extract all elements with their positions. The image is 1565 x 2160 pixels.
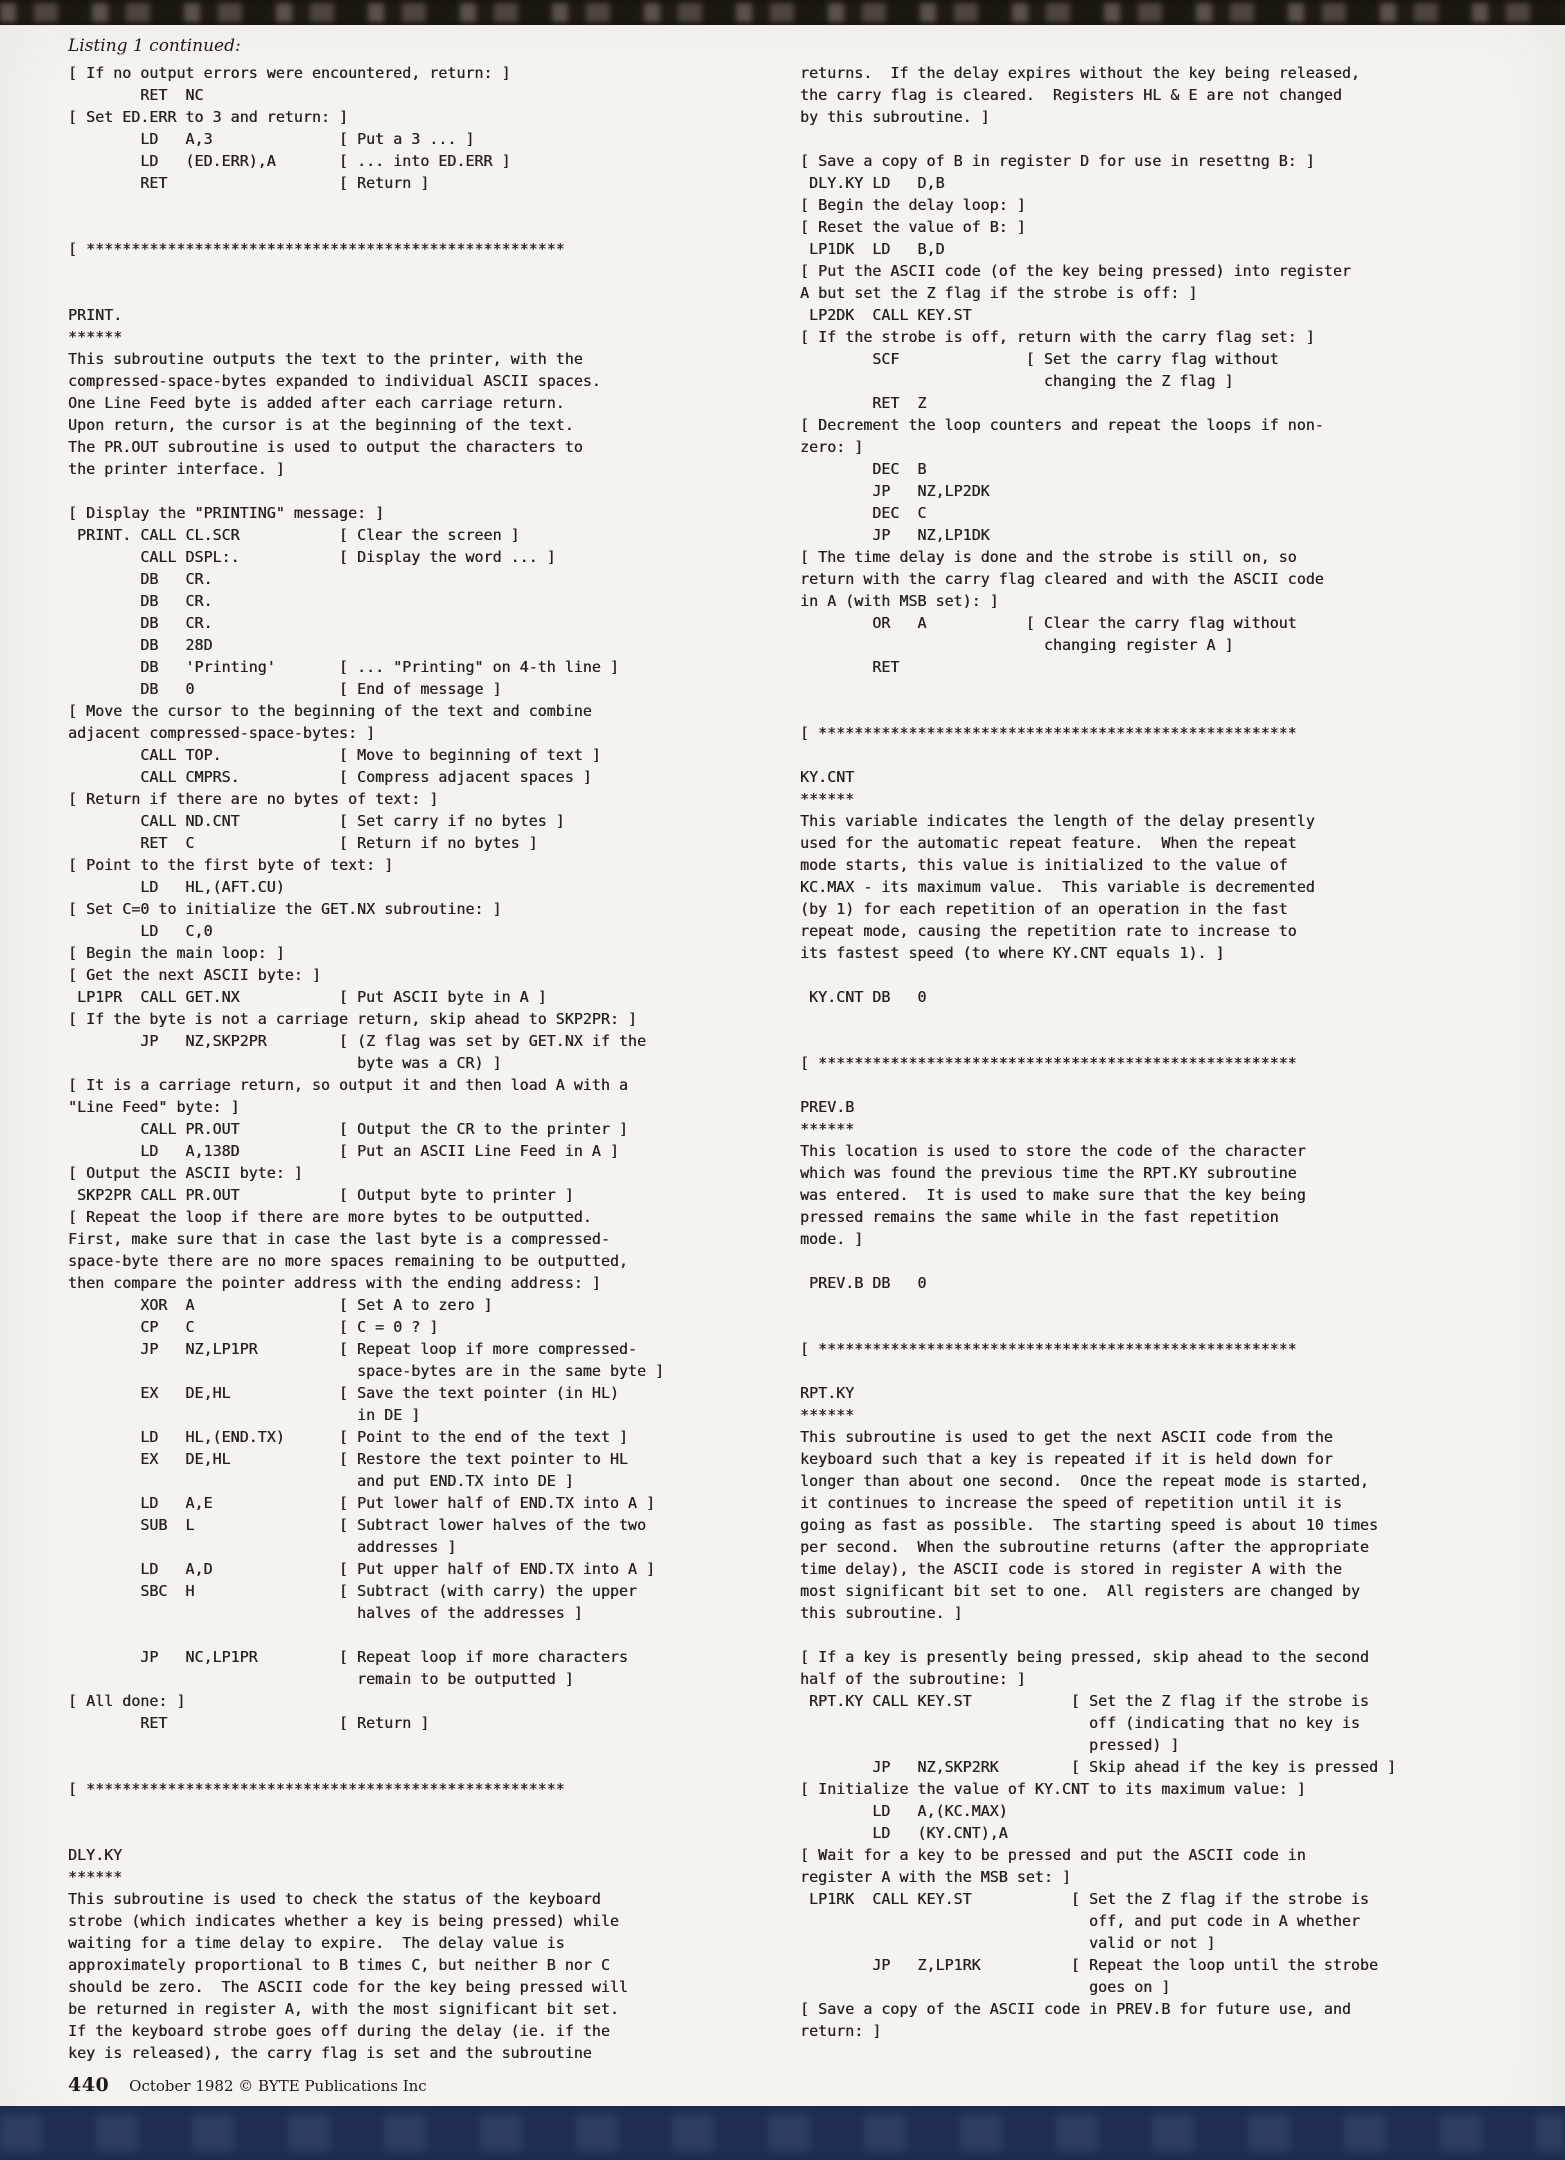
code-line: XOR A [ Set A to zero ]	[68, 1296, 493, 1314]
code-line: [ *****************************************************	[800, 724, 1297, 742]
code-line: CALL DSPL:. [ Display the word ... ]	[68, 548, 556, 566]
code-line: space-bytes are in the same byte ]	[68, 1362, 665, 1380]
code-line: repeat mode, causing the repetition rate to increase to	[800, 922, 1297, 940]
page-footer	[68, 2074, 427, 2096]
code-line: return: ]	[800, 2022, 882, 2040]
code-line: JP NZ,LP1DK	[800, 526, 990, 544]
code-line: [ Begin the delay loop: ]	[800, 196, 1026, 214]
code-line: JP NZ,LP2DK	[800, 482, 990, 500]
code-line: CALL TOP. [ Move to beginning of text ]	[68, 746, 601, 764]
code-line: [ Put the ASCII code (of the key being pressed) into register	[800, 262, 1351, 280]
code-line	[68, 1734, 780, 1756]
code-line: valid or not ]	[800, 1934, 1216, 1952]
code-line: "Line Feed" byte: ]	[68, 1098, 240, 1116]
code-line: addresses ]	[68, 1538, 457, 1556]
code-line: was entered. It is used to make sure that the key being	[800, 1186, 1306, 1204]
code-line: pressed) ]	[800, 1736, 1180, 1754]
code-line: LD A,138D [ Put an ASCII Line Feed in A ]	[68, 1142, 619, 1160]
code-line: SUB L [ Subtract lower halves of the two	[68, 1516, 646, 1534]
code-line: SBC H [ Subtract (with carry) the upper	[68, 1582, 637, 1600]
code-line: pressed remains the same while in the fast repetition	[800, 1208, 1279, 1226]
code-line: LD A,E [ Put lower half of END.TX into A ]	[68, 1494, 655, 1512]
code-line: [ Wait for a key to be pressed and put the ASCII code in	[800, 1846, 1306, 1864]
code-line: [ Set C=0 to initialize the GET.NX subroutine: ]	[68, 900, 502, 918]
code-line: used for the automatic repeat feature. When the repeat	[800, 834, 1297, 852]
code-line: JP Z,LP1RK [ Repeat the loop until the strobe	[800, 1956, 1378, 1974]
code-line: per second. When the subroutine returns (after the appropriate	[800, 1538, 1369, 1556]
code-line: First, make sure that in case the last byte is a compressed-	[68, 1230, 610, 1248]
code-line: LP1PR CALL GET.NX [ Put ASCII byte in A ]	[68, 988, 547, 1006]
code-line: the carry flag is cleared. Registers HL & E are not changed	[800, 86, 1342, 104]
code-line	[68, 1756, 780, 1778]
code-line	[800, 1030, 1530, 1052]
code-line: half of the subroutine: ]	[800, 1670, 1026, 1688]
code-line: and put END.TX into DE ]	[68, 1472, 574, 1490]
code-line	[68, 1624, 780, 1646]
code-line: CALL ND.CNT [ Set carry if no bytes ]	[68, 812, 565, 830]
code-line: EX DE,HL [ Save the text pointer (in HL)	[68, 1384, 619, 1402]
code-line: adjacent compressed-space-bytes: ]	[68, 724, 376, 742]
code-line: LD (ED.ERR),A [ ... into ED.ERR ]	[68, 152, 511, 170]
code-line: [ Get the next ASCII byte: ]	[68, 966, 321, 984]
code-line	[800, 744, 1530, 766]
code-line: ******	[800, 790, 855, 808]
code-line: [ *****************************************************	[68, 1780, 565, 1798]
code-line: mode. ]	[800, 1230, 864, 1248]
code-line: [ Save a copy of the ASCII code in PREV.B for future use, and	[800, 2000, 1351, 2018]
code-line: RET [ Return ]	[68, 1714, 430, 1732]
code-line: DEC B	[800, 460, 927, 478]
code-line: KY.CNT DB 0	[800, 988, 927, 1006]
code-line: [ Set ED.ERR to 3 and return: ]	[68, 108, 348, 126]
code-line: LP2DK CALL KEY.ST	[800, 306, 972, 324]
code-line	[68, 1800, 780, 1822]
code-line	[800, 128, 1530, 150]
code-line	[800, 1294, 1530, 1316]
code-line: [ If the strobe is off, return with the carry flag set: ]	[800, 328, 1315, 346]
code-line: keyboard such that a key is repeated if it is held down for	[800, 1450, 1333, 1468]
code-line: This subroutine is used to check the status of the keyboard	[68, 1890, 601, 1908]
code-line: off, and put code in A whether	[800, 1912, 1360, 1930]
code-line: [ *****************************************************	[800, 1054, 1297, 1072]
code-line: PRINT.	[68, 306, 123, 324]
code-line: its fastest speed (to where KY.CNT equals 1). ]	[800, 944, 1225, 962]
code-column-right	[800, 62, 1530, 2042]
code-line: PREV.B DB 0	[800, 1274, 927, 1292]
code-line: in DE ]	[68, 1406, 421, 1424]
code-line	[800, 1360, 1530, 1382]
code-line: [ Output the ASCII byte: ]	[68, 1164, 303, 1182]
code-line: LD HL,(END.TX) [ Point to the end of the text ]	[68, 1428, 628, 1446]
code-line: RET [ Return ]	[68, 174, 430, 192]
code-line: ******	[800, 1406, 855, 1424]
code-line: [ Begin the main loop: ]	[68, 944, 285, 962]
code-line: ******	[68, 328, 123, 346]
code-line: LD A,3 [ Put a 3 ... ]	[68, 130, 475, 148]
code-line: ******	[68, 1868, 123, 1886]
code-line: DLY.KY	[68, 1846, 123, 1864]
code-line: [ If the byte is not a carriage return, skip ahead to SKP2PR: ]	[68, 1010, 637, 1028]
code-line: zero: ]	[800, 438, 864, 456]
code-column-left	[68, 62, 780, 2064]
code-line: JP NC,LP1PR [ Repeat loop if more characters	[68, 1648, 628, 1666]
code-line	[68, 260, 780, 282]
code-line: in A (with MSB set): ]	[800, 592, 999, 610]
code-line: This subroutine outputs the text to the printer, with the	[68, 350, 583, 368]
code-line	[68, 194, 780, 216]
code-line: One Line Feed byte is added after each carriage return.	[68, 394, 565, 412]
code-line: waiting for a time delay to expire. The delay value is	[68, 1934, 565, 1952]
code-line	[800, 1008, 1530, 1030]
code-line: [ Save a copy of B in register D for use in resettng B: ]	[800, 152, 1315, 170]
issue-info: October 1982 © BYTE Publications Inc	[129, 2077, 427, 2095]
code-line: RET Z	[800, 394, 927, 412]
code-line: The PR.OUT subroutine is used to output the characters to	[68, 438, 583, 456]
code-line: then compare the pointer address with the ending address: ]	[68, 1274, 601, 1292]
code-line: RET	[800, 658, 900, 676]
code-line: [ If no output errors were encountered, return: ]	[68, 64, 511, 82]
code-line: register A with the MSB set: ]	[800, 1868, 1071, 1886]
code-line	[68, 1822, 780, 1844]
code-line: LD HL,(AFT.CU)	[68, 878, 285, 896]
code-line: LD A,D [ Put upper half of END.TX into A ]	[68, 1560, 655, 1578]
code-line: longer than about one second. Once the repeat mode is started,	[800, 1472, 1369, 1490]
code-line: [ Return if there are no bytes of text: ]	[68, 790, 439, 808]
code-line: DLY.KY LD D,B	[800, 174, 945, 192]
code-line	[800, 1624, 1530, 1646]
code-line: KC.MAX - its maximum value. This variable is decremented	[800, 878, 1315, 896]
code-line: PREV.B	[800, 1098, 855, 1116]
code-line: CP C [ C = 0 ? ]	[68, 1318, 439, 1336]
code-line: RPT.KY	[800, 1384, 855, 1402]
code-line	[68, 282, 780, 304]
code-line: [ *****************************************************	[800, 1340, 1297, 1358]
code-line: RET C [ Return if no bytes ]	[68, 834, 538, 852]
code-line: mode starts, this value is initialized to the value of	[800, 856, 1288, 874]
code-line: most significant bit set to one. All registers are changed by	[800, 1582, 1360, 1600]
code-line	[68, 216, 780, 238]
code-line: [ Move the cursor to the beginning of the text and combine	[68, 702, 592, 720]
code-line: changing the Z flag ]	[800, 372, 1234, 390]
code-line: DB CR.	[68, 614, 213, 632]
code-line: off (indicating that no key is	[800, 1714, 1360, 1732]
code-line: byte was a CR) ]	[68, 1054, 502, 1072]
code-line: LP1RK CALL KEY.ST [ Set the Z flag if the strobe is	[800, 1890, 1369, 1908]
code-line: CALL CMPRS. [ Compress adjacent spaces ]	[68, 768, 592, 786]
code-line: DB CR.	[68, 570, 213, 588]
code-line: KY.CNT	[800, 768, 855, 786]
code-line: [ It is a carriage return, so output it and then load A with a	[68, 1076, 628, 1094]
code-line: which was found the previous time the RPT.KY subroutine	[800, 1164, 1297, 1182]
code-line	[800, 1074, 1530, 1096]
page-top-edge-showthrough	[0, 0, 1565, 25]
code-line: SCF [ Set the carry flag without	[800, 350, 1279, 368]
code-line: LD C,0	[68, 922, 213, 940]
code-line	[800, 700, 1530, 722]
code-line: JP NZ,SKP2PR [ (Z flag was set by GET.NX if the	[68, 1032, 646, 1050]
code-line: space-byte there are no more spaces remaining to be outputted,	[68, 1252, 628, 1270]
code-line: return with the carry flag cleared and with the ASCII code	[800, 570, 1324, 588]
code-line: PRINT. CALL CL.SCR [ Clear the screen ]	[68, 526, 520, 544]
code-line: compressed-space-bytes expanded to individual ASCII spaces.	[68, 372, 601, 390]
code-line: DB 28D	[68, 636, 213, 654]
code-line	[800, 1250, 1530, 1272]
code-line: CALL PR.OUT [ Output the CR to the printer ]	[68, 1120, 628, 1138]
code-line: (by 1) for each repetition of an operation in the fast	[800, 900, 1288, 918]
code-line: [ *****************************************************	[68, 240, 565, 258]
code-line: RPT.KY CALL KEY.ST [ Set the Z flag if the strobe is	[800, 1692, 1369, 1710]
code-line: SKP2PR CALL PR.OUT [ Output byte to printer ]	[68, 1186, 574, 1204]
code-line: [ Display the "PRINTING" message: ]	[68, 504, 385, 522]
code-line: This subroutine is used to get the next ASCII code from the	[800, 1428, 1333, 1446]
code-line: OR A [ Clear the carry flag without	[800, 614, 1297, 632]
code-line: the printer interface. ]	[68, 460, 285, 478]
code-line: Upon return, the cursor is at the beginning of the text.	[68, 416, 574, 434]
code-line: time delay), the ASCII code is stored in register A with the	[800, 1560, 1342, 1578]
code-line: [ All done: ]	[68, 1692, 186, 1710]
code-line: This location is used to store the code of the character	[800, 1142, 1306, 1160]
code-line: EX DE,HL [ Restore the text pointer to HL	[68, 1450, 628, 1468]
code-line: [ The time delay is done and the strobe is still on, so	[800, 548, 1297, 566]
code-line: [ If a key is presently being pressed, skip ahead to the second	[800, 1648, 1369, 1666]
code-line: DB CR.	[68, 592, 213, 610]
code-line: changing register A ]	[800, 636, 1234, 654]
code-line: DEC C	[800, 504, 927, 522]
code-line	[800, 964, 1530, 986]
code-line: key is released), the carry flag is set and the subroutine	[68, 2044, 592, 2062]
code-line: JP NZ,LP1PR [ Repeat loop if more compressed-	[68, 1340, 637, 1358]
code-line: LP1DK LD B,D	[800, 240, 945, 258]
code-line: ******	[800, 1120, 855, 1138]
code-line: remain to be outputted ]	[68, 1670, 574, 1688]
code-line: RET NC	[68, 86, 204, 104]
code-line	[68, 480, 780, 502]
code-line: JP NZ,SKP2RK [ Skip ahead if the key is pressed ]	[800, 1758, 1397, 1776]
code-line: this subroutine. ]	[800, 1604, 963, 1622]
code-line: should be zero. The ASCII code for the key being pressed will	[68, 1978, 628, 1996]
listing-continued-label: Listing 1 continued:	[68, 36, 241, 56]
code-line: be returned in register A, with the most significant bit set.	[68, 2000, 619, 2018]
code-line: [ Reset the value of B: ]	[800, 218, 1026, 236]
code-line: [ Initialize the value of KY.CNT to its maximum value: ]	[800, 1780, 1306, 1798]
code-line: by this subroutine. ]	[800, 108, 990, 126]
code-line: returns. If the delay expires without the key being released,	[800, 64, 1360, 82]
code-line: [ Decrement the loop counters and repeat the loops if non-	[800, 416, 1324, 434]
code-line	[800, 678, 1530, 700]
code-line: strobe (which indicates whether a key is being pressed) while	[68, 1912, 619, 1930]
code-line: DB 0 [ End of message ]	[68, 680, 502, 698]
code-line: [ Repeat the loop if there are more bytes to be outputted.	[68, 1208, 592, 1226]
page-bottom-edge-bar	[0, 2106, 1565, 2160]
code-line: LD (KY.CNT),A	[800, 1824, 1008, 1842]
code-line	[800, 1316, 1530, 1338]
page-number: 440	[68, 2074, 110, 2096]
code-line: goes on ]	[800, 1978, 1171, 1996]
code-line: [ Point to the first byte of text: ]	[68, 856, 394, 874]
code-line: LD A,(KC.MAX)	[800, 1802, 1008, 1820]
code-line: halves of the addresses ]	[68, 1604, 583, 1622]
code-line: it continues to increase the speed of repetition until it is	[800, 1494, 1342, 1512]
code-line: If the keyboard strobe goes off during the delay (ie. if the	[68, 2022, 610, 2040]
code-line: going as fast as possible. The starting speed is about 10 times	[800, 1516, 1378, 1534]
code-line: This variable indicates the length of the delay presently	[800, 812, 1315, 830]
code-line: A but set the Z flag if the strobe is off: ]	[800, 284, 1198, 302]
code-line: approximately proportional to B times C, but neither B nor C	[68, 1956, 610, 1974]
code-line: DB 'Printing' [ ... "Printing" on 4-th line ]	[68, 658, 619, 676]
